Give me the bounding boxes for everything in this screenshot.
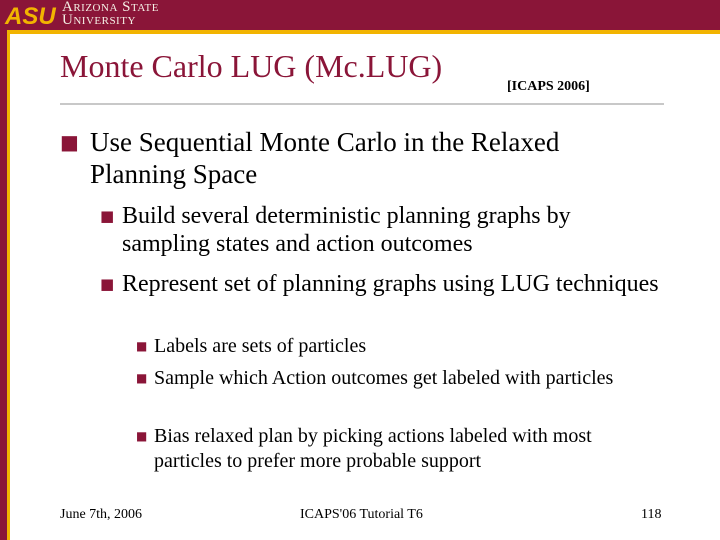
left-gold-stripe: [7, 34, 10, 540]
university-name-line1: Arizona State: [62, 0, 159, 15]
left-maroon-stripe: [0, 30, 7, 540]
bullet-square-icon: ■: [136, 339, 148, 353]
university-name: [62, 1, 159, 27]
bullet-level2: [100, 202, 660, 258]
title-divider: [60, 103, 664, 105]
slide-number: 118: [641, 507, 662, 522]
bullet-text: Labels are sets of particles: [154, 335, 367, 357]
citation: [ICAPS 2006]: [507, 79, 590, 94]
bullet-square-icon: ■: [100, 275, 115, 293]
header-bar: [0, 0, 720, 30]
bullet-text: Represent set of planning graphs using LUG techniques: [122, 271, 659, 297]
bullet-level3: [136, 424, 656, 474]
asu-logo-icon: [4, 2, 56, 30]
header-gold-stripe: [0, 30, 720, 34]
footer-event: ICAPS'06 Tutorial T6: [300, 507, 423, 522]
bullet-square-icon: ■: [100, 207, 115, 225]
bullet-square-icon: ■: [136, 429, 148, 443]
bullet-level2: [100, 270, 660, 298]
bullet-level3: [136, 334, 656, 359]
bullet-text: Sample which Action outcomes get labeled with particles: [154, 367, 614, 389]
bullet-text: Use Sequential Monte Carlo in the Relaxed Planning Space: [90, 127, 560, 189]
svg-text:ASU: ASU: [5, 3, 56, 30]
slide-title: Monte Carlo LUG (Mc.LUG): [60, 48, 443, 84]
footer-date: June 7th, 2006: [60, 507, 143, 522]
bullet-square-icon: ■: [136, 371, 148, 385]
bullet-text: Build several deterministic planning graphs by sampling states and action outcomes: [122, 203, 571, 257]
bullet-level3: [136, 366, 656, 391]
bullet-text: Bias relaxed plan by picking actions labeled with most particles to prefer more probable support: [154, 425, 592, 472]
bullet-level1: [60, 126, 660, 190]
bullet-square-icon: ■: [60, 130, 79, 154]
university-name-line2: University: [62, 12, 136, 28]
